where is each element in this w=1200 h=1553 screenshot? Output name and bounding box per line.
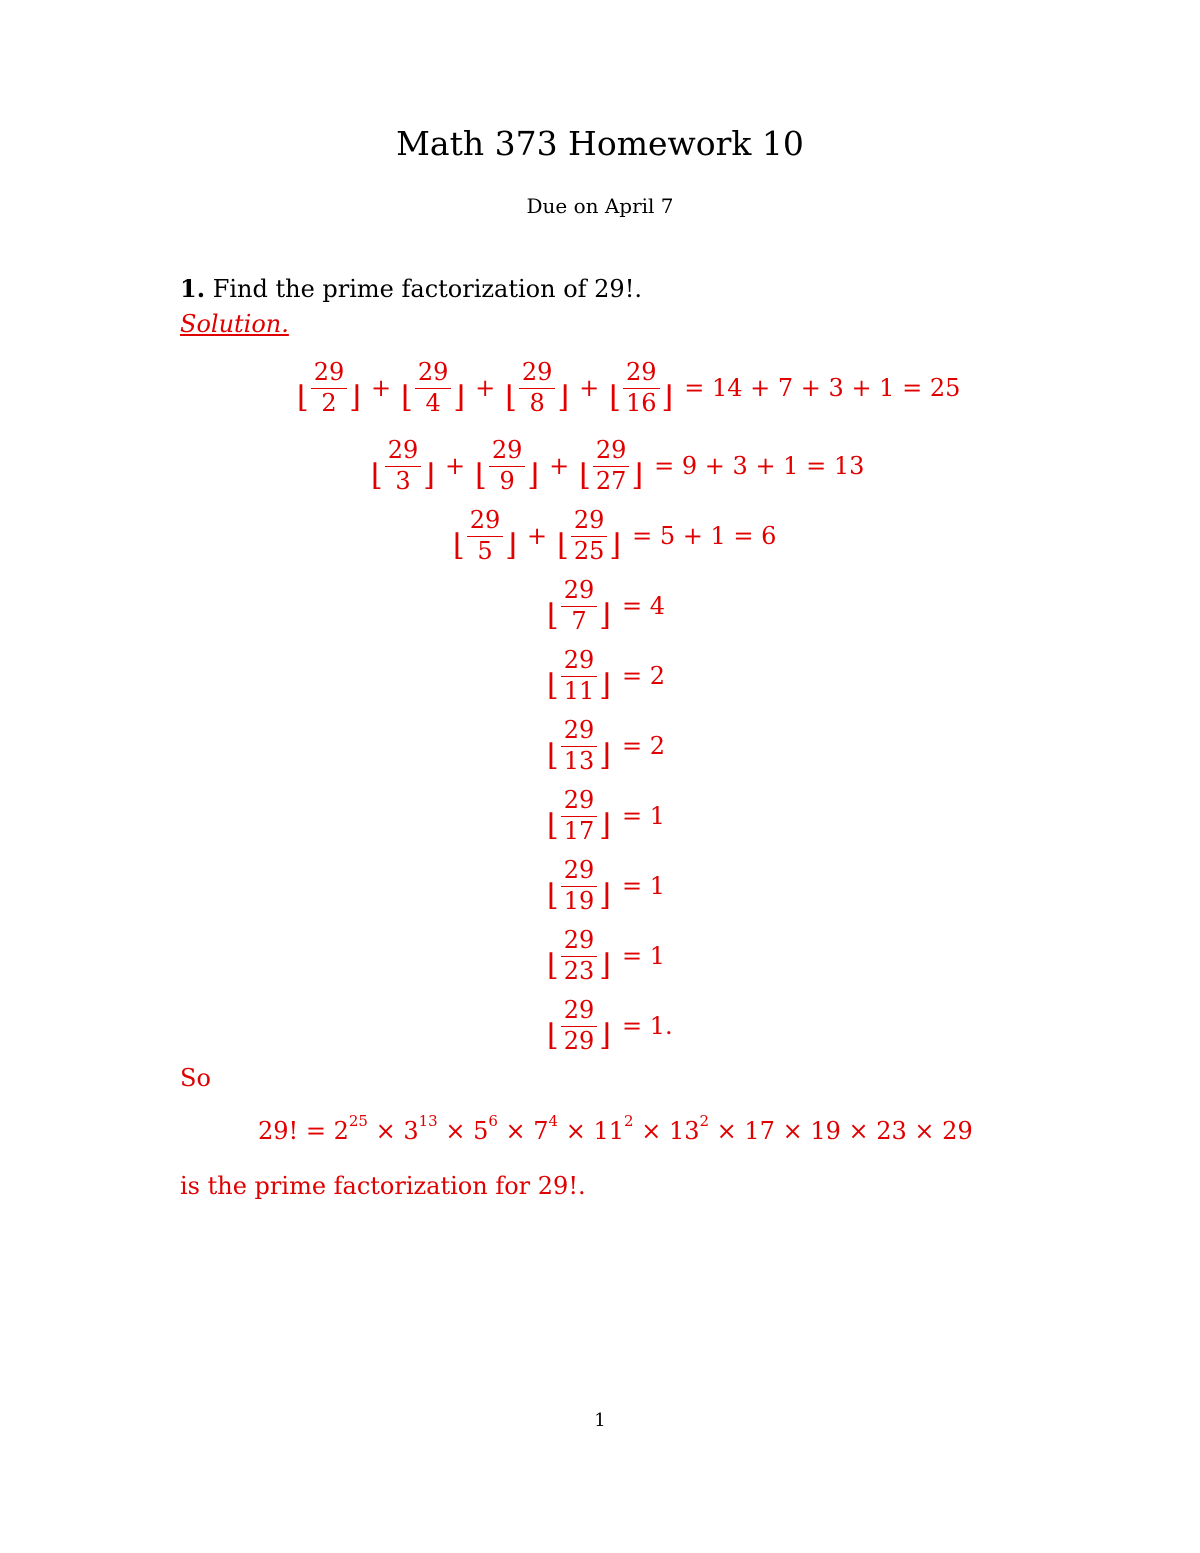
denominator: 3 <box>395 466 411 495</box>
floor-term <box>556 507 622 565</box>
right-floor-bracket: ⌋ <box>599 948 611 983</box>
right-floor-bracket: ⌋ <box>599 668 611 703</box>
denominator: 19 <box>563 886 595 915</box>
left-floor-bracket: ⌊ <box>401 380 413 415</box>
fraction <box>519 359 556 417</box>
prime-exponent: 4 <box>548 1112 559 1130</box>
floor-term <box>400 359 466 417</box>
equation-result: = 1 <box>621 872 665 900</box>
problem-text: Find the prime factorization of 29!. <box>212 275 642 303</box>
plus-sign: + <box>475 374 496 402</box>
left-floor-bracket: ⌊ <box>297 380 309 415</box>
denominator: 4 <box>425 388 441 417</box>
left-floor-bracket: ⌊ <box>371 458 383 493</box>
floor-term <box>546 647 612 705</box>
right-floor-bracket: ⌋ <box>599 878 611 913</box>
problem-statement <box>180 274 642 303</box>
equation-result: = 9 + 3 + 1 = 13 <box>654 452 865 480</box>
denominator: 2 <box>321 388 337 417</box>
floor-term <box>546 787 612 845</box>
fraction <box>467 507 504 565</box>
left-floor-bracket: ⌊ <box>547 668 559 703</box>
fraction <box>561 577 598 635</box>
left-floor-bracket: ⌊ <box>453 528 465 563</box>
fraction <box>561 787 598 845</box>
right-floor-bracket: ⌋ <box>527 458 540 493</box>
denominator: 29 <box>563 1026 595 1055</box>
floor-term <box>546 927 612 985</box>
prime-base: 7 <box>533 1117 549 1145</box>
fraction <box>385 437 422 495</box>
prime-factor <box>810 1117 841 1145</box>
denominator: 5 <box>477 536 493 565</box>
denominator: 27 <box>595 466 627 495</box>
factorization-lhs: 29! = <box>258 1117 334 1145</box>
page-title: Math 373 Homework 10 <box>396 124 804 163</box>
equation-row <box>546 994 673 1058</box>
plus-sign: + <box>370 374 392 402</box>
plus-sign: + <box>444 452 466 480</box>
left-floor-bracket: ⌊ <box>505 380 517 415</box>
prime-exponent: 2 <box>624 1112 634 1130</box>
fraction <box>623 359 660 417</box>
fraction <box>561 857 598 915</box>
prime-factor <box>403 1112 438 1145</box>
prime-factor <box>473 1112 498 1145</box>
plus-sign: + <box>549 452 570 480</box>
denominator: 23 <box>563 956 595 985</box>
equation-result: = 2 <box>621 732 665 760</box>
left-floor-bracket: ⌊ <box>547 598 559 633</box>
floor-term <box>578 437 644 495</box>
numerator: 29 <box>561 927 598 957</box>
prime-factor <box>668 1112 710 1145</box>
right-floor-bracket: ⌋ <box>423 458 435 493</box>
prime-factor <box>333 1112 368 1145</box>
numerator: 29 <box>385 437 422 467</box>
numerator: 29 <box>623 359 660 389</box>
times-sign: × <box>367 1117 404 1145</box>
denominator: 11 <box>563 676 595 705</box>
times-sign: × <box>558 1117 594 1145</box>
equation-result: = 1 <box>621 802 665 830</box>
plus-sign: + <box>579 374 600 402</box>
floor-term <box>546 717 612 775</box>
equation-result: = 2 <box>621 662 665 690</box>
fraction <box>489 437 526 495</box>
denominator: 9 <box>499 466 515 495</box>
equation-result: = 5 + 1 = 6 <box>632 522 777 550</box>
conclusion-text: is the prime factorization for 29!. <box>180 1172 586 1200</box>
denominator: 8 <box>529 388 545 417</box>
equation-row <box>546 714 665 778</box>
equation-row <box>546 784 665 848</box>
due-date: Due on April 7 <box>526 194 674 218</box>
equation-row <box>546 574 665 638</box>
left-floor-bracket: ⌊ <box>579 458 591 493</box>
right-floor-bracket: ⌋ <box>661 380 674 415</box>
right-floor-bracket: ⌋ <box>599 1018 611 1053</box>
numerator: 29 <box>561 787 598 817</box>
equation-result: = 1 <box>621 942 665 970</box>
prime-base: 19 <box>810 1117 841 1145</box>
prime-exponent: 13 <box>418 1112 438 1130</box>
factorization-equation <box>258 1112 973 1145</box>
numerator: 29 <box>561 997 598 1027</box>
times-sign: × <box>497 1117 534 1145</box>
fraction <box>561 997 598 1055</box>
prime-base: 3 <box>403 1117 419 1145</box>
prime-factor <box>533 1112 559 1145</box>
times-sign: × <box>633 1117 669 1145</box>
fraction <box>415 359 452 417</box>
times-sign: × <box>709 1117 745 1145</box>
equation-result: = 4 <box>621 592 665 620</box>
prime-base: 17 <box>744 1117 775 1145</box>
fraction <box>561 927 598 985</box>
prime-exponent: 6 <box>488 1112 498 1130</box>
numerator: 29 <box>311 359 348 389</box>
equation-row <box>546 924 665 988</box>
fraction <box>561 717 598 775</box>
right-floor-bracket: ⌋ <box>599 598 611 633</box>
right-floor-bracket: ⌋ <box>631 458 644 493</box>
numerator: 29 <box>467 507 504 537</box>
times-sign: × <box>840 1117 877 1145</box>
denominator: 16 <box>626 388 657 417</box>
equation-result: = 14 + 7 + 3 + 1 = 25 <box>684 374 961 402</box>
right-floor-bracket: ⌋ <box>349 380 361 415</box>
prime-base: 13 <box>668 1117 700 1145</box>
problem-number: 1. <box>180 274 206 303</box>
prime-factor <box>744 1117 775 1145</box>
floor-term <box>608 359 674 417</box>
floor-term <box>546 857 612 915</box>
prime-base: 29 <box>942 1117 973 1145</box>
equation-row <box>546 644 665 708</box>
prime-base: 2 <box>333 1117 349 1145</box>
floor-term <box>504 359 570 417</box>
prime-exponent: 25 <box>348 1112 368 1130</box>
left-floor-bracket: ⌊ <box>547 808 559 843</box>
floor-term <box>296 359 362 417</box>
times-sign: × <box>906 1117 943 1145</box>
right-floor-bracket: ⌋ <box>599 738 611 773</box>
floor-term <box>474 437 540 495</box>
left-floor-bracket: ⌊ <box>609 380 621 415</box>
prime-factor <box>593 1112 634 1145</box>
floor-term <box>452 507 518 565</box>
equation-row <box>370 434 864 498</box>
times-sign: × <box>437 1117 474 1145</box>
right-floor-bracket: ⌋ <box>453 380 466 415</box>
numerator: 29 <box>561 647 598 677</box>
equation-row <box>452 504 776 568</box>
equation-row <box>546 854 665 918</box>
denominator: 17 <box>563 816 595 845</box>
right-floor-bracket: ⌋ <box>557 380 570 415</box>
fraction <box>593 437 630 495</box>
left-floor-bracket: ⌊ <box>475 458 487 493</box>
right-floor-bracket: ⌋ <box>599 808 611 843</box>
left-floor-bracket: ⌊ <box>547 1018 559 1053</box>
numerator: 29 <box>561 577 598 607</box>
right-floor-bracket: ⌋ <box>609 528 622 563</box>
prime-base: 11 <box>593 1117 625 1145</box>
left-floor-bracket: ⌊ <box>557 528 569 563</box>
denominator: 7 <box>571 606 587 635</box>
numerator: 29 <box>571 507 608 537</box>
fraction <box>561 647 598 705</box>
prime-base: 23 <box>876 1117 907 1145</box>
fraction <box>311 359 348 417</box>
prime-base: 5 <box>473 1117 489 1145</box>
floor-term <box>546 577 612 635</box>
prime-factor <box>876 1117 907 1145</box>
solution-label: Solution. <box>180 310 289 338</box>
left-floor-bracket: ⌊ <box>547 948 559 983</box>
equation-row <box>296 356 960 420</box>
fraction <box>571 507 608 565</box>
times-sign: × <box>774 1117 811 1145</box>
numerator: 29 <box>519 359 556 389</box>
right-floor-bracket: ⌋ <box>505 528 517 563</box>
denominator: 13 <box>563 746 595 775</box>
numerator: 29 <box>593 437 630 467</box>
floor-term <box>546 997 612 1055</box>
left-floor-bracket: ⌊ <box>547 738 559 773</box>
equation-result: = 1. <box>621 1012 673 1040</box>
plus-sign: + <box>526 522 548 550</box>
page-number: 1 <box>594 1410 606 1431</box>
numerator: 29 <box>415 359 452 389</box>
left-floor-bracket: ⌊ <box>547 878 559 913</box>
floor-term <box>370 437 436 495</box>
numerator: 29 <box>561 717 598 747</box>
prime-exponent: 2 <box>699 1112 710 1130</box>
numerator: 29 <box>561 857 598 887</box>
prime-factor <box>942 1117 973 1145</box>
numerator: 29 <box>489 437 526 467</box>
so-text: So <box>180 1064 211 1092</box>
denominator: 25 <box>573 536 605 565</box>
